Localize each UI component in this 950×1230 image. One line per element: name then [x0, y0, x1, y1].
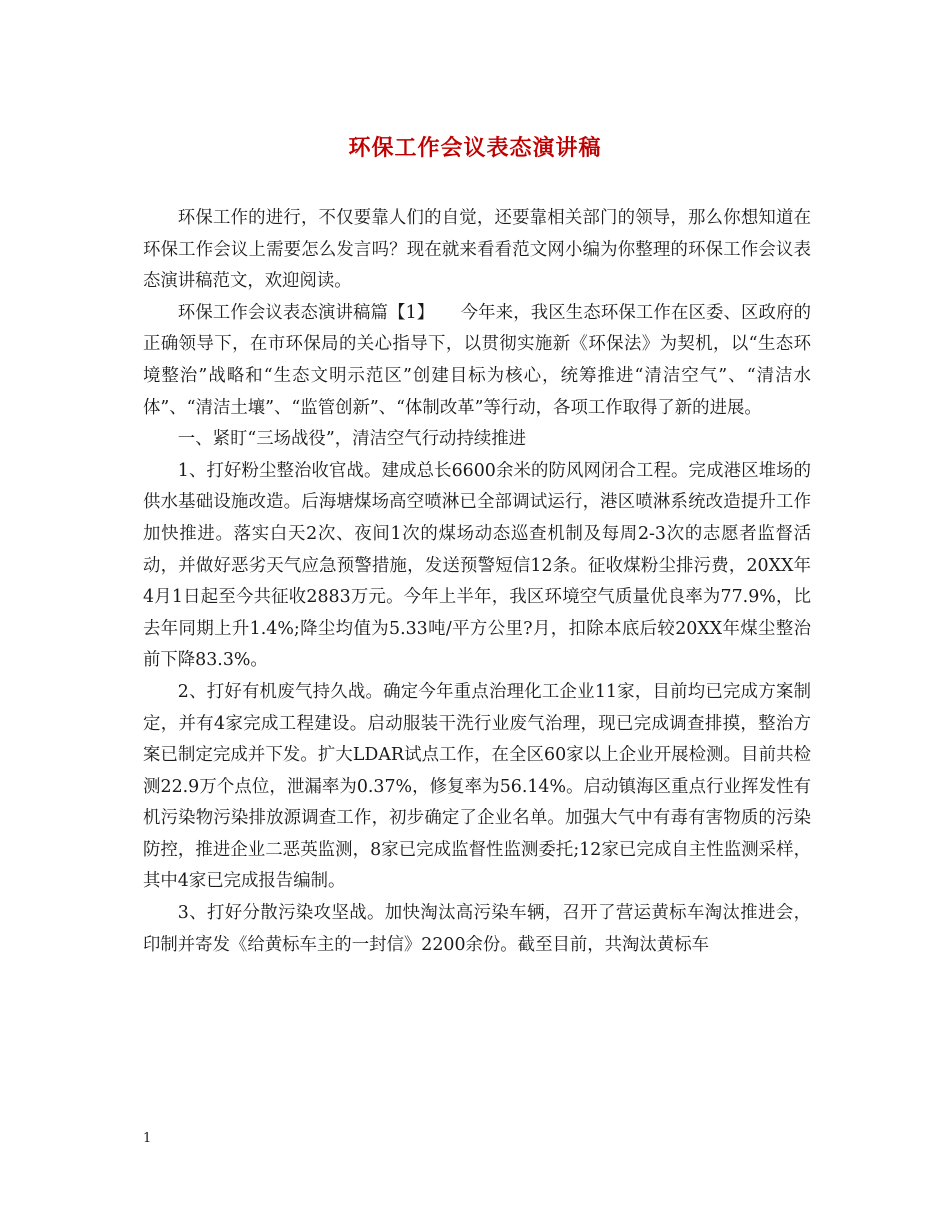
paragraph-item-1: 1、打好粉尘整治收官战。建成总长6600余米的防风网闭合工程。完成港区堆场的供水基础设施改造。后海塘煤场高空喷淋已全部调试运行，港区喷淋系统改造提升工作加快推进。落实白天2次、夜间1次的煤场动态巡查机制及每周2-3次的志愿者监督活动，并做好恶劣天气应急预警措施，发送预警短信12条。征收煤粉尘排污费，20XX年4月1日起至今共征收2883万元。今年上半年，我区环境空气质量优良率为77.9%，比去年同期上升1.4%;降尘均值为5.33吨/平方公里?月，扣除本底后较20XX年煤尘整治前下降83.3%。: [143, 460, 811, 671]
paragraph-heading-1: 一、紧盯“三场战役”，清洁空气行动持续推进: [177, 429, 527, 450]
paragraph-section-1: 环保工作会议表态演讲稿篇【1】 今年来，我区生态环保工作在区委、区政府的正确领导下，在市环保局的关心指导下，以贯彻实施新《环保法》为契机，以“生态环境整治”战略和“生态文明示范区”创建目标为核心，统筹推进“清洁空气”、“清洁水体”、“清洁土壤”、“监管创新”、“体制改革”等行动，各项工作取得了新的进展。: [143, 302, 811, 418]
document-body: [143, 203, 811, 961]
document-title: 环保工作会议表态演讲稿: [348, 135, 602, 161]
paragraph-item-2: 2、打好有机废气持久战。确定今年重点治理化工企业11家，目前均已完成方案制定，并有4家完成工程建设。启动服装干洗行业废气治理，现已完成调查排摸，整治方案已制定完成并下发。扩大LDAR试点工作，在全区60家以上企业开展检测。目前共检测22.9万个点位，泄漏率为0.37%，修复率为56.14%。启动镇海区重点行业挥发性有机污染物污染排放源调查工作，初步确定了企业名单。加强大气中有毒有害物质的污染防控，推进企业二恶英监测，8家已完成监督性监测委托;12家已完成自主性监测采样，其中4家已完成报告编制。: [143, 681, 811, 892]
paragraph-intro: 环保工作的进行，不仅要靠人们的自觉，还要靠相关部门的领导，那么你想知道在环保工作会议上需要怎么发言吗？现在就来看看范文网小编为你整理的环保工作会议表态演讲稿范文，欢迎阅读。: [143, 208, 811, 292]
page-number: 1: [143, 1131, 152, 1146]
paragraph-item-3: 3、打好分散污染攻坚战。加快淘汰高污染车辆，召开了营运黄标车淘汰推进会，印制并寄发《给黄标车主的一封信》2200余份。截至目前，共淘汰黄标车: [143, 903, 811, 955]
